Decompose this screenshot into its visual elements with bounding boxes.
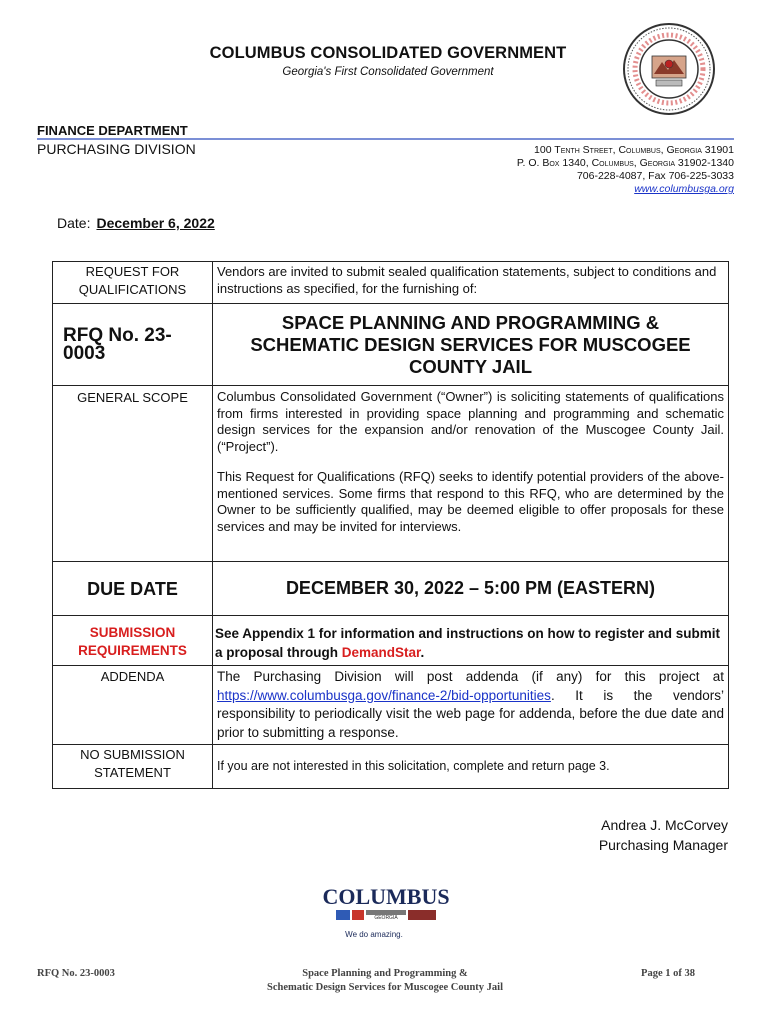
logo-tagline: We do amazing. <box>345 930 403 939</box>
signature-block <box>599 815 728 855</box>
address-line-2: P. O. Box 1340, Columbus, Georgia 31902-1340 <box>516 157 734 169</box>
due-date-label: DUE DATE <box>53 562 213 616</box>
website-link[interactable]: www.columbusga.org <box>634 183 734 195</box>
government-title: COLUMBUS CONSOLIDATED GOVERNMENT <box>209 44 567 62</box>
request-text: Vendors are invited to submit sealed qualification statements, subject to conditions and instructions as specified, for the furnishing of: <box>213 262 729 304</box>
rfq-summary-table <box>52 261 729 789</box>
footer-page-number: Page 1 of 38 <box>641 968 695 979</box>
department-name: FINANCE DEPARTMENT <box>37 123 188 138</box>
date-label: Date: <box>57 215 91 231</box>
table-row <box>53 386 729 562</box>
signer-name: Andrea J. McCorvey <box>601 817 728 833</box>
addenda-rest: . It is the vendors’ responsibility to periodically visit the web page for addenda, before the due date and prior to submitting a response. <box>217 687 724 740</box>
due-date-value: DECEMBER 30, 2022 – 5:00 PM (EASTERN) <box>213 562 729 616</box>
table-row <box>53 745 729 789</box>
scope-label: GENERAL SCOPE <box>53 386 213 562</box>
submission-text <box>213 616 729 666</box>
header-rule <box>37 138 734 140</box>
logo-state: GEORGIA <box>374 915 398 921</box>
footer-project-line-2: Schematic Design Services for Muscogee County Jail <box>266 982 504 993</box>
rfq-number: RFQ No. 23-0003 <box>53 304 213 386</box>
scope-paragraph: Columbus Consolidated Government (“Owner”) is soliciting statements of qualifications from firms interested in providing space planning and programming and schematic design services for the expansion and/or renovation of the Muscogee County Jail. (“Project”). <box>217 389 724 454</box>
columbus-logo-icon <box>322 882 450 942</box>
logo-wordmark: COLUMBUS <box>322 884 450 909</box>
address-block <box>517 144 734 196</box>
project-title: SPACE PLANNING AND PROGRAMMING & SCHEMATIC DESIGN SERVICES FOR MUSCOGEE COUNTY JAIL <box>250 311 691 377</box>
table-row <box>53 304 729 386</box>
request-label: REQUEST FOR QUALIFICATIONS <box>53 262 213 304</box>
table-row <box>53 262 729 304</box>
table-row <box>53 666 729 745</box>
scope-text <box>213 386 729 562</box>
government-subtitle: Georgia's First Consolidated Government <box>282 66 494 78</box>
submission-period: . <box>420 645 425 660</box>
demandstar-name: DemandStar <box>341 645 421 660</box>
document-date <box>57 215 215 231</box>
footer-project-line-1: Space Planning and Programming & <box>302 968 468 979</box>
footer-project <box>200 967 570 995</box>
addenda-intro: The Purchasing Division will post addenda (if any) for this project at <box>217 669 724 684</box>
bid-opportunities-link[interactable]: https://www.columbusga.gov/finance-2/bid-opportunities <box>217 687 551 703</box>
addenda-label: ADDENDA <box>53 666 213 745</box>
rfq-title-cell <box>213 304 729 386</box>
scope-paragraph: This Request for Qualifications (RFQ) seeks to identify potential providers of the above-mentioned services. Some firms that respond to this RFQ, who are determined by the Owner to be sufficiently qualified, may be deemed eligible to offer proposals for these services and may be invited for interviews. <box>217 469 724 534</box>
no-submission-label: NO SUBMISSION STATEMENT <box>53 745 213 789</box>
phone-fax: 706-228-4087, Fax 706-225-3033 <box>576 170 734 182</box>
footer-rfq-number: RFQ No. 23-0003 <box>37 968 115 979</box>
submission-label: SUBMISSION REQUIREMENTS <box>53 616 213 666</box>
submission-instructions: See Appendix 1 for information and instructions on how to register and submit a proposal through <box>215 626 721 660</box>
division-name: PURCHASING DIVISION <box>37 141 196 157</box>
county-seal-icon <box>622 22 716 116</box>
addenda-text <box>213 666 729 745</box>
table-row <box>53 562 729 616</box>
table-row <box>53 616 729 666</box>
address-line-1: 100 Tenth Street, Columbus, Georgia 31901 <box>534 144 734 156</box>
no-submission-text: If you are not interested in this solicitation, complete and return page 3. <box>213 745 729 789</box>
date-value: December 6, 2022 <box>96 215 215 231</box>
signer-title: Purchasing Manager <box>598 837 728 853</box>
